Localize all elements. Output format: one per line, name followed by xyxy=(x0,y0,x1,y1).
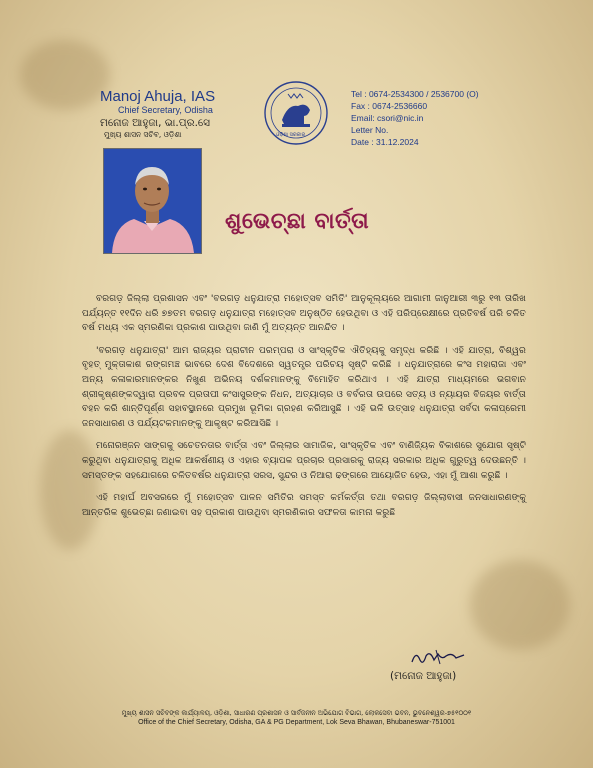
telephone: Tel : 0674-2534300 / 2536700 (O) xyxy=(351,89,479,99)
letter-number: Letter No. xyxy=(351,125,389,135)
paragraph: 'ବରଗଡ଼ ଧନୁଯାତ୍ରା' ଆମ ରାଜ୍ୟର ପ୍ରାଚୀନ ପରମ୍ପରା ଓ ସାଂସ୍କୃତିକ ଐତିହ୍ୟକୁ ସମୃଦ୍ଧ କରିଛି । ଏହି ଯାତ୍ରା, ବିଶ୍ୱର ବୃହତ୍ ମୁକ୍ତାକାଶ ରଙ୍ଗମଞ୍ଚ ଭାବରେ ଦେଶ ବିଦେଶରେ ସ୍ୱତନ୍ତ୍ର ପରିଚୟ ସୃଷ୍ଟି କରିଛି । ଧନୁଯାତ୍ରାରେ କଂସ ମହାରାଜା ଏବଂ ଅନ୍ୟ କଳାକାରମାନଙ୍କର ନିଖୁଣ ଅଭିନୟ ଦର୍ଶକମାନଙ୍କୁ ବିମୋହିତ କରିଥାଏ । ଏହି ଯାତ୍ରା ମାଧ୍ୟମରେ ଭଗବାନ ଶ୍ରୀକୃଷ୍ଣଙ୍କଦ୍ୱାରା ପ୍ରବଳ ପ୍ରତାପୀ କଂସାସୁରଙ୍କ ନିଧନ, ଅତ୍ୟାଚାର ଓ ବର୍ବରତା ଉପରେ ସତ୍ୟ ଓ ନ୍ୟାୟର ବିଜୟର ବାର୍ତ୍ତା ବହନ କରି ଶାନ୍ତିପୂର୍ଣ୍ଣ ସହାବସ୍ଥାନରେ ପ୍ରମୁଖ ଭୂମିକା ଗ୍ରହଣ କରିଆସୁଛି । ଏହି ଭଳି ଉତ୍ସାହ ଧନୁଯାତ୍ରା ସର୍ବଦା କଳାପ୍ରେମୀ ଜନସାଧାରଣ ଓ ପର୍ଯ୍ୟଟକମାନଙ୍କୁ ଆକୃଷ୍ଟ କରିଆସିଛି । xyxy=(82,344,526,429)
paper-stain xyxy=(20,40,110,110)
sender-name-odia: ମନୋଜ ଆହୁଜା, ଭା.ପ୍ର.ସେ xyxy=(100,117,211,129)
footer-address-odia: ମୁଖ୍ୟ ଶାସନ ସଚିବଙ୍କ କାର୍ଯ୍ୟାଳୟ, ଓଡ଼ିଶା, ସାଧାରଣ ପ୍ରଶାସନ ଓ ସାର୍ବଜନୀନ ଅଭିଯୋଗ ବିଭାଗ, ଲୋକସେବା ଭବନ, ଭୁବନେଶ୍ୱର-୭୫୧୦୦୧ xyxy=(121,709,472,717)
sender-photo xyxy=(103,148,202,254)
paragraph: ବରଗଡ଼ ଜିଲ୍ଲା ପ୍ରଶାସନ ଏବଂ 'ବରଗଡ଼ ଧନୁଯାତ୍ରା ମହୋତ୍ସବ ସମିତି' ଆନୁକୂଲ୍ୟରେ ଆଗାମୀ ଜାନୁଆରୀ ୩ରୁ ୧୩ ତାରିଖ ପର୍ଯ୍ୟନ୍ତ ୧୧ଦିନ ଧରି ୭୭ତମ ବରଗଡ଼ ଧନୁଯାତ୍ରା ମହୋତ୍ସବ ଅନୁଷ୍ଠିତ ହେଉଥିବା ଓ ଏହି ପରିପ୍ରେକ୍ଷୀରେ ପ୍ରତିବର୍ଷ ପରି ଚଳିତ ବର୍ଷ ମଧ୍ୟ ଏକ ସ୍ମରଣିକା ପ୍ରକାଶ ପାଉଥିବା ଜାଣି ମୁଁ ଅତ୍ୟନ୍ତ ଆନନ୍ଦିତ । xyxy=(82,293,526,334)
letter-date: Date : 31.12.2024 xyxy=(351,137,419,147)
paragraph: ଏହି ମହାର୍ଘ ଅବସରରେ ମୁଁ ମହୋତ୍ସବ ପାଳନ ସମିତିର ସମସ୍ତ କର୍ମକର୍ତ୍ତା ତଥା ବରଗଡ଼ ଜିଲ୍ଲାବାସୀ ଜନସାଧାରଣଙ୍କୁ ଆନ୍ତରିକ ଶୁଭେଚ୍ଛା ଜଣାଇବା ସହ ପ୍ରକାଶ ପାଉଥିବା ସ୍ମରଣିକାର ସଫଳତା କାମନା କରୁଛି xyxy=(82,492,526,518)
contact-block xyxy=(351,88,586,148)
fax: Fax : 0674-2536660 xyxy=(351,101,428,111)
footer-address-english: Office of the Chief Secretary, Odisha, GA & PG Department, Lok Seva Bhawan, Bhubaneswar-751001 xyxy=(138,719,455,726)
footer xyxy=(0,708,593,728)
sender-title-odia: ମୁଖ୍ୟ ଶାସନ ସଚିବ, ଓଡ଼ିଶା xyxy=(104,130,182,139)
greeting-title: ଶୁଭେଚ୍ଛା ବାର୍ତ୍ତା xyxy=(225,208,370,234)
paper-stain xyxy=(470,560,570,650)
sender-name-english: Manoj Ahuja, IAS xyxy=(100,88,216,105)
email: Email: csori@nic.in xyxy=(351,113,424,123)
handwritten-signature xyxy=(408,646,468,668)
emblem-text: ଓଡ଼ିଶା ସରକାର xyxy=(276,132,306,138)
sender-block xyxy=(100,88,250,140)
message-body xyxy=(82,292,526,528)
odisha-emblem-icon xyxy=(262,80,330,146)
sender-title-english: Chief Secretary, Odisha xyxy=(118,105,213,115)
signatory-name: (ମନୋଜ ଆହୁଜା) xyxy=(390,670,457,682)
paragraph: ମନୋରଞ୍ଜନ ସାଙ୍ଗକୁ ସଚେତନତାର ବାର୍ତ୍ତା ଏବଂ ଜିଲ୍ଲାର ସାମାଜିକ, ସାଂସ୍କୃତିକ ଏବଂ ବାଣିଜ୍ୟିକ ବିକାଶରେ ସୁଯୋଗ ସୃଷ୍ଟି କରୁଥିବା ଧନୁଯାତ୍ରାକୁ ଅଧିକ ଆକର୍ଷଣୀୟ ଓ ଏହାର ବ୍ୟାପକ ପ୍ରଚାର ପ୍ରସାରକୁ ରାଜ୍ୟ ସରକାର ଅଧିକ ଗୁରୁତ୍ୱ ଦେଉଛନ୍ତି । ସମସ୍ତଙ୍କ ସହଯୋଗରେ ଚଳିତବର୍ଷର ଧନୁଯାତ୍ରା ସରସ, ସୁନ୍ଦର ଓ ନିଆରା ଢଙ୍ଗରେ ଆୟୋଜିତ ହେଉ, ଏହା ମୁଁ ଆଶା କରୁଛି । xyxy=(82,440,526,481)
